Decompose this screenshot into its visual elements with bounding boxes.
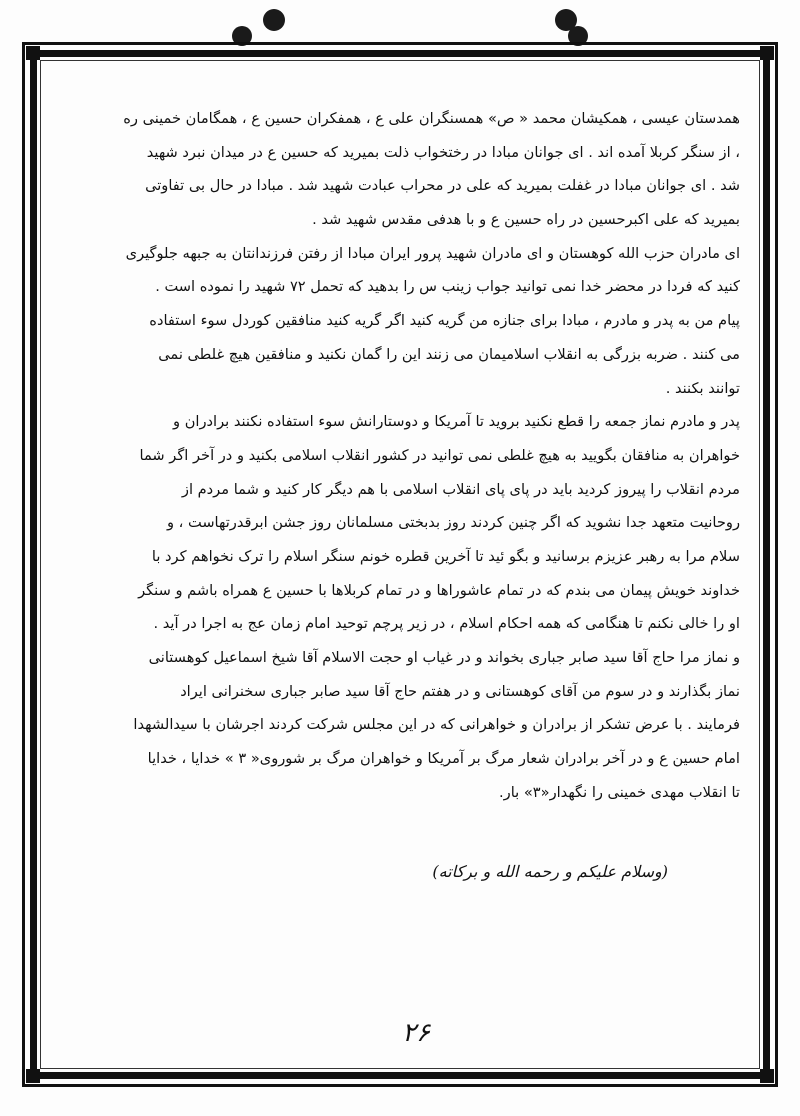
page-number: ۲۶ (402, 1018, 430, 1048)
text-line: روحانیت متعهد جدا نشوید که اگر چنین کردند روز بدبختی مسلمانان روز جشن ابرقدرتهاست ، و (166, 514, 740, 532)
border-corner-top-left (26, 46, 40, 60)
text-line: کنید که فردا در محضر خدا نمی توانید جواب زینب س را بدهید که تحمل ۷۲ شهید را نموده است . (155, 278, 740, 296)
text-line: پیام من به پدر و مادرم ، مبادا برای جنازه من گریه کنید اگر گریه کنید منافقین کوردل سوء استفاده (149, 312, 740, 330)
closing-salutation: (وسلام علیکم و رحمه الله و برکاته) (432, 862, 668, 881)
text-line: شد . ای جوانان مبادا در غفلت بمیرید که علی در محراب عبادت شهید شد . مبادا در حال بی تفاوتی (145, 177, 740, 195)
text-line: امام حسین ع و در آخر برادران شعار مرگ بر آمریکا و خواهران مرگ بر شوروی« ۳ » خدایا ، خدایا (147, 750, 740, 768)
text-line: بمیرید که علی اکبرحسین در راه حسین ع و با هدفی مقدس شهید شد . (312, 211, 740, 229)
text-line: خواهران به منافقان بگویید به هیچ غلطی نمی توانید در کشور انقلاب اسلامی بکنید و در آخر اگر شما (139, 446, 740, 464)
binder-hole-1 (263, 9, 285, 31)
text-line: ، از سنگر کربلا آمده اند . ای جوانان مبادا در رختخواب ذلت بمیرید که حسین ع در میدان نبرد شهید (146, 143, 740, 161)
border-corner-bottom-left (26, 1069, 40, 1083)
text-line: پدر و مادرم نماز جمعه را قطع نکنید بروید تا آمریکا و دوستارانش سوء استفاده نکنند برادران و (173, 413, 740, 431)
text-line: خداوند خویش پیمان می بندم که در تمام عاشوراها و در تمام کربلاها با حسین ع همراه باشم و سنگر (138, 581, 740, 599)
text-line: او را خالی نکنم تا هنگامی که همه احکام اسلام ، در زیر پرچم توحید امام زمان عج به اجرا در آید . (153, 615, 740, 633)
border-corner-top-right (760, 46, 774, 60)
border-corner-bottom-right (760, 1069, 774, 1083)
testament-text (58, 102, 740, 809)
text-line: نماز بگذارند و در سوم من آقای کوهستانی و در هفتم حاج آقا سید صابر جباری سخنرانی ایراد (180, 682, 740, 700)
text-line: مردم انقلاب را پیروز کردید باید در پای پای انقلاب اسلامی با هم دیگر کار کنید و شما مردم از (181, 480, 740, 498)
text-line: توانند بکنند . (665, 379, 740, 397)
text-line: می کنند . ضربه بزرگی به انقلاب اسلامیمان می زنند این را گمان نکنید و منافقین هیچ غلطی نمی (158, 345, 740, 363)
text-line: سلام مرا به رهبر عزیزم برسانید و بگو ئید تا آخرین قطره خونم سنگر اسلام را ترک نخواهم کرد با (151, 547, 740, 565)
text-line: و نماز مرا حاج آقا سید صابر جباری بخواند و در غیاب او حجت الاسلام آقا شیخ اسماعیل کوهستانی (148, 649, 740, 666)
text-line: تا انقلاب مهدی خمینی را نگهدار«۳» بار. (499, 783, 740, 801)
text-line: فرمایند . با عرض تشکر از برادران و خواهرانی که در این مجلس شرکت کردند اجرشان با سیدالشهدا (133, 716, 740, 734)
text-line: همدستان عیسی ، همکیشان محمد « ص» همسنگران علی ع ، همفکران حسین ع ، همگامان خمینی ره (123, 110, 740, 127)
text-line: ای مادران حزب الله کوهستان و ای مادران شهید پرور ایران مبادا از رفتن فرزندانتان به جبهه جلوگیری (125, 244, 740, 262)
